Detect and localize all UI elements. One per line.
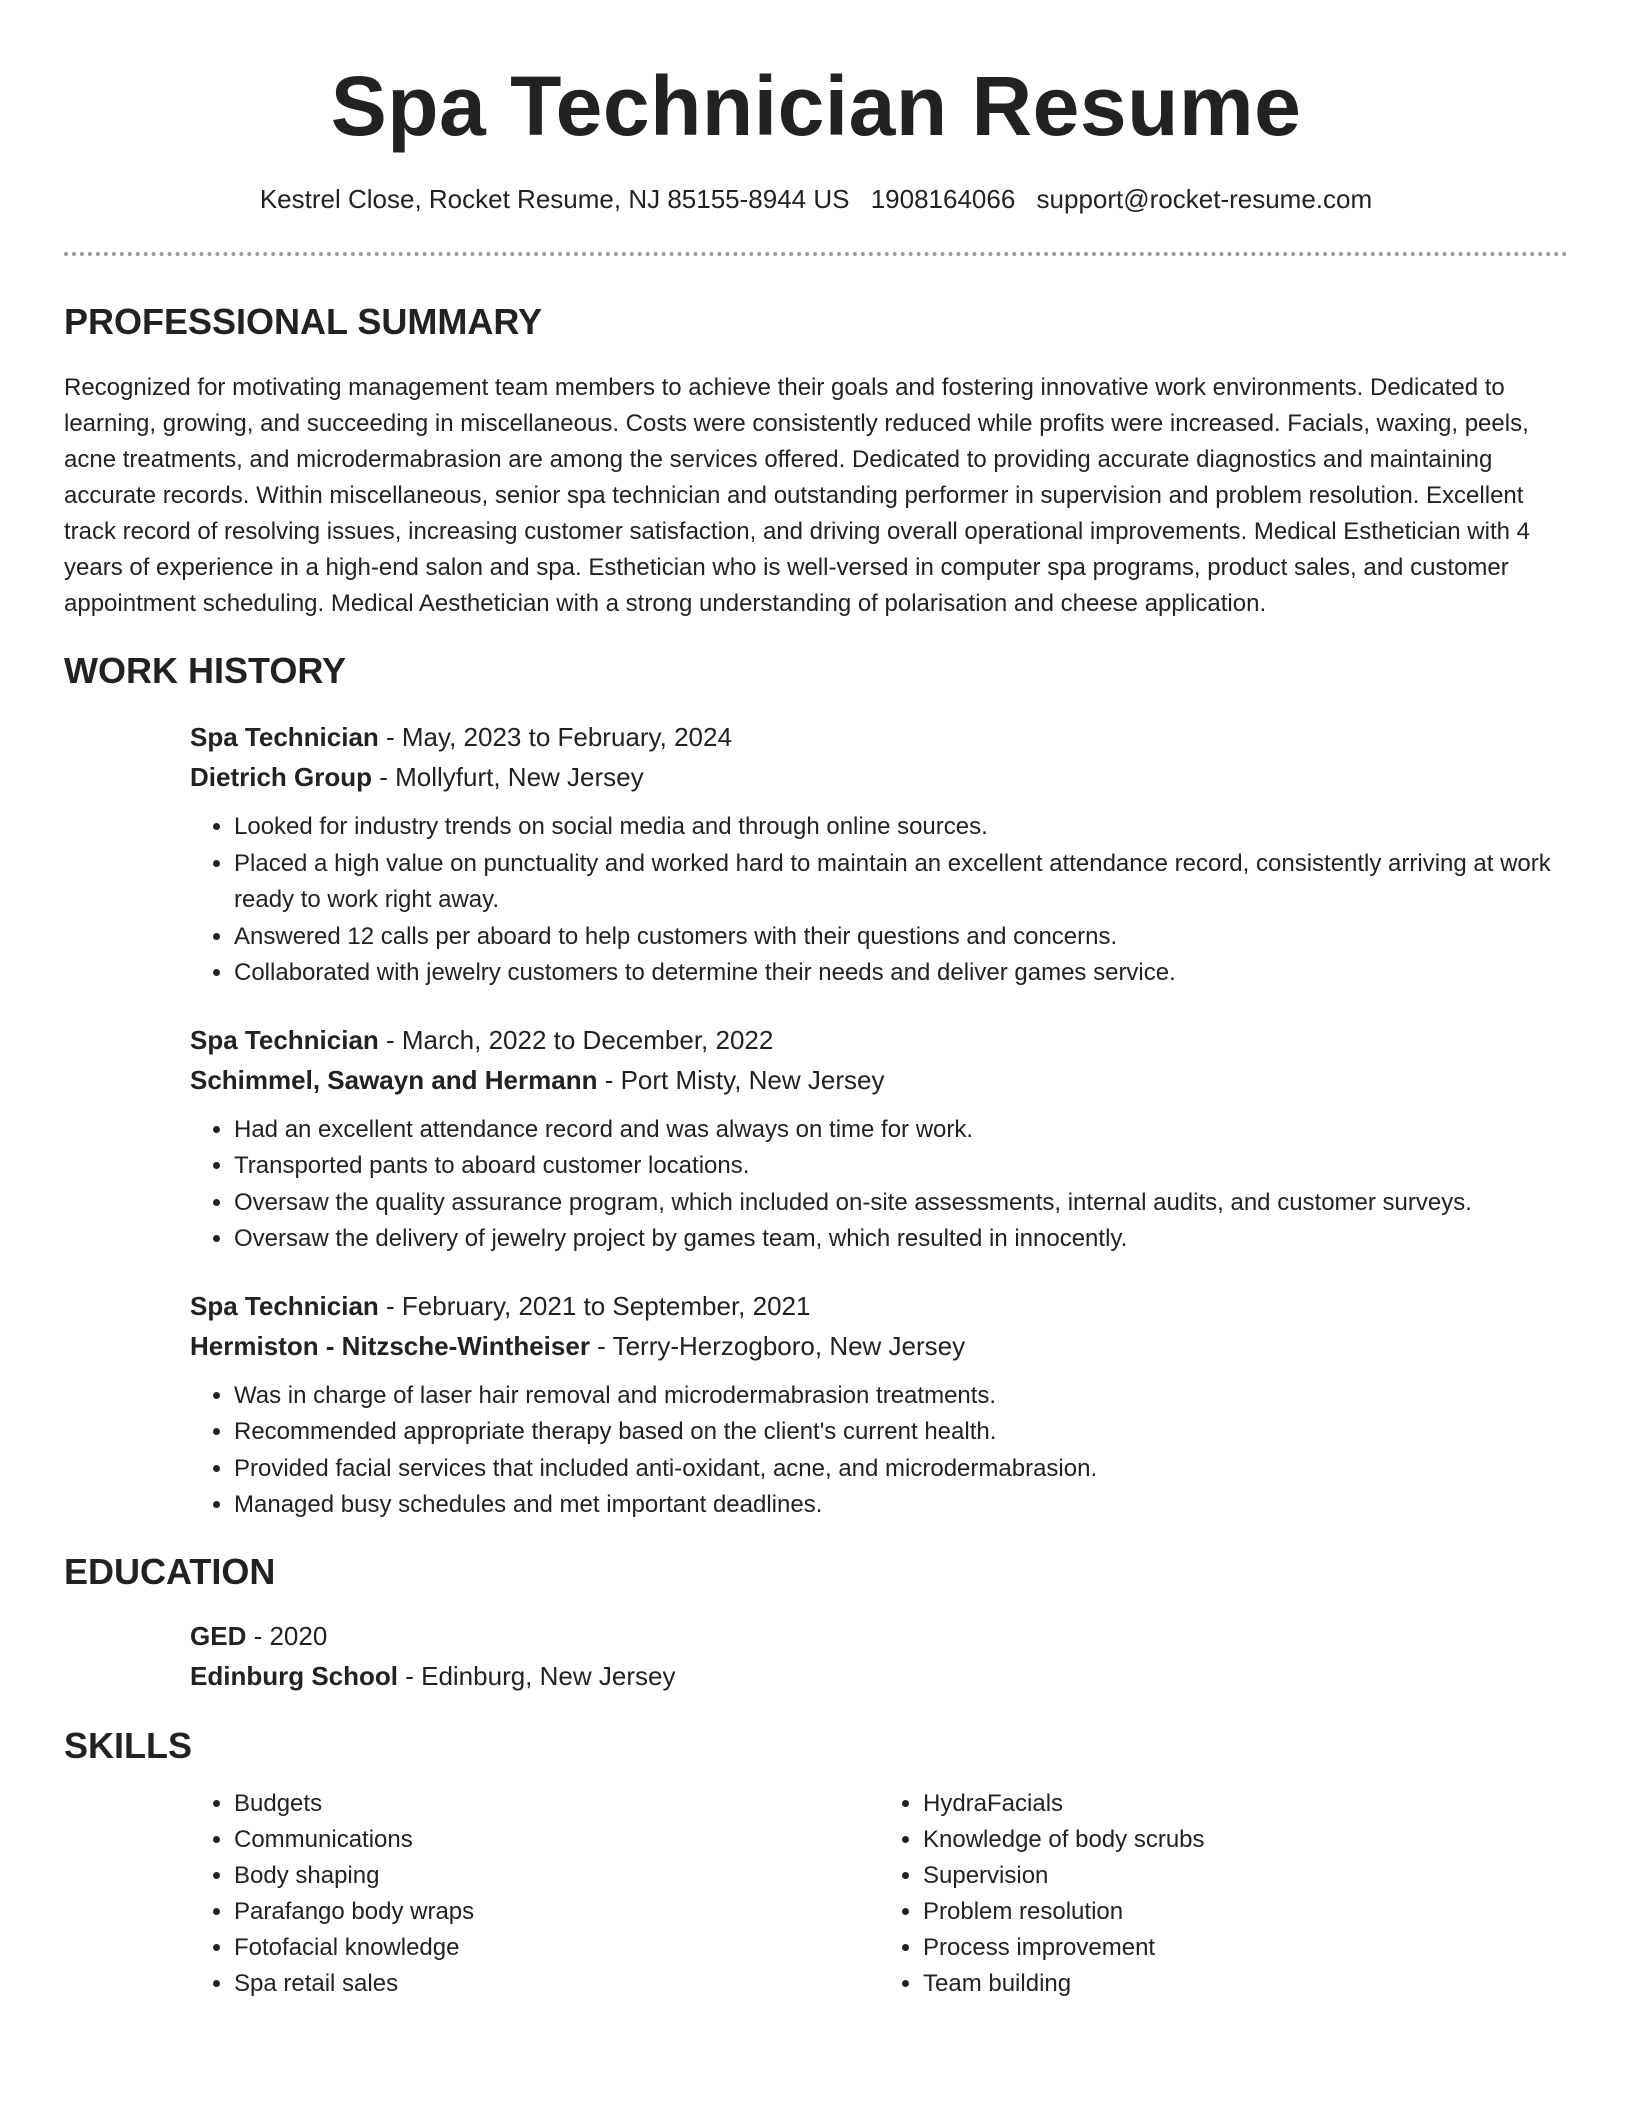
- job-bullets: [190, 1112, 1568, 1258]
- skill-item: • Knowledge of body scrubs: [923, 1822, 1568, 1858]
- summary-heading: PROFESSIONAL SUMMARY: [64, 301, 543, 342]
- skill-item: • Problem resolution: [923, 1894, 1568, 1930]
- job-entry: [190, 717, 1568, 992]
- job-bullet: • Managed busy schedules and met important deadlines.: [234, 1487, 1568, 1524]
- job-company-line: [190, 1060, 1568, 1100]
- skill-item: • Budgets: [234, 1786, 879, 1822]
- skill-item: • Process improvement: [923, 1930, 1568, 1966]
- job-bullet: • Looked for industry trends on social media and through online sources.: [234, 809, 1568, 846]
- degree-year: - 2020: [246, 1620, 328, 1651]
- degree: GED: [190, 1620, 247, 1651]
- school-location: - Edinburg, New Jersey: [398, 1660, 676, 1691]
- skill-item: • Parafango body wraps: [234, 1894, 879, 1930]
- job-bullets: [190, 1378, 1568, 1524]
- job-company: Schimmel, Sawayn and Hermann: [190, 1064, 598, 1095]
- job-dates: - March, 2022 to December, 2022: [378, 1024, 774, 1055]
- job-bullet: • Placed a high value on punctuality and worked hard to maintain an excellent attendance record, consistently arriving at work ready to work right away.: [234, 846, 1568, 919]
- education-entry: [190, 1616, 1568, 1696]
- job-bullets: [190, 809, 1568, 992]
- education-section: [64, 1550, 1568, 1696]
- job-location: - Port Misty, New Jersey: [597, 1064, 885, 1095]
- job-title: Spa Technician: [190, 1024, 379, 1055]
- job-dates: - May, 2023 to February, 2024: [378, 722, 732, 752]
- job-bullet: • Oversaw the delivery of jewelry project by games team, which resulted in innocently.: [234, 1221, 1568, 1258]
- work-history-heading: WORK HISTORY: [64, 650, 347, 691]
- contact-phone: 1908164066: [870, 184, 1016, 214]
- skill-item: • Body shaping: [234, 1858, 879, 1894]
- skill-item: • Communications: [234, 1822, 879, 1858]
- skills-heading: SKILLS: [64, 1724, 193, 1766]
- job-bullet: • Collaborated with jewelry customers to determine their needs and deliver games service.: [234, 955, 1568, 992]
- job-bullet: • Transported pants to aboard customer locations.: [234, 1148, 1568, 1185]
- job-title: Spa Technician: [190, 722, 379, 752]
- job-title: Spa Technician: [190, 1290, 379, 1321]
- skill-item: • Fotofacial knowledge: [234, 1930, 879, 1966]
- job-company: Hermiston - Nitzsche-Wintheiser: [190, 1330, 590, 1361]
- skill-item: • Team building: [923, 1966, 1568, 2002]
- job-title-line: [190, 1020, 1568, 1060]
- skills-section: [64, 1724, 1568, 2002]
- job-location: - Terry-Herzogboro, New Jersey: [589, 1330, 966, 1361]
- header-divider: [64, 252, 1568, 256]
- contact-email: support@rocket-resume.com: [1036, 184, 1373, 214]
- job-dates: - February, 2021 to September, 2021: [378, 1290, 811, 1321]
- education-heading: EDUCATION: [64, 1550, 276, 1592]
- skills-column-left: [190, 1786, 879, 2002]
- job-bullet: • Oversaw the quality assurance program, which included on-site assessments, internal audits, and customer surveys.: [234, 1185, 1568, 1222]
- job-title-line: [190, 717, 1568, 757]
- skill-item: • Spa retail sales: [234, 1966, 879, 2002]
- skills-grid: [190, 1786, 1568, 2002]
- job-title-line: [190, 1286, 1568, 1326]
- skill-item: • HydraFacials: [923, 1786, 1568, 1822]
- job-company-line: [190, 757, 1568, 797]
- skills-column-right: [879, 1786, 1568, 2002]
- work-history-section: [64, 649, 1568, 1524]
- job-location: - Mollyfurt, New Jersey: [372, 762, 644, 792]
- job-bullet: • Provided facial services that included anti-oxidant, acne, and microdermabrasion.: [234, 1451, 1568, 1488]
- skill-item: • Supervision: [923, 1858, 1568, 1894]
- job-bullet: • Was in charge of laser hair removal and microdermabrasion treatments.: [234, 1378, 1568, 1415]
- summary-section: [64, 300, 1568, 622]
- degree-line: [190, 1616, 1568, 1656]
- summary-text: Recognized for motivating management team members to achieve their goals and fostering innovative work environments. Dedicated to learning, growing, and succeeding in miscellaneous. Costs were consistently reduced while profits were increased. Facials, waxing, peels, acne treatments, and microdermabrasion are among the services offered. Dedicated to providing accurate diagnostics and maintaining accurate records. Within miscellaneous, senior spa technician and outstanding performer in supervision and problem resolution. Excellent track record of resolving issues, increasing customer satisfaction, and driving overall operational improvements. Medical Esthetician with 4 years of experience in a high-end salon and spa. Esthetician who is well-versed in computer spa programs, product sales, and customer appointment scheduling. Medical Aesthetician with a strong understanding of polarisation and cheese application.: [64, 374, 1531, 617]
- job-bullet: • Had an excellent attendance record and was always on time for work.: [234, 1112, 1568, 1149]
- job-bullet: • Recommended appropriate therapy based on the client's current health.: [234, 1414, 1568, 1451]
- school-name: Edinburg School: [190, 1660, 398, 1691]
- job-company: Dietrich Group: [190, 762, 373, 792]
- job-entry: [190, 1286, 1568, 1524]
- contact-line: [64, 182, 1568, 216]
- job-bullet: • Answered 12 calls per aboard to help customers with their questions and concerns.: [234, 919, 1568, 956]
- job-entry: [190, 1020, 1568, 1258]
- resume-title: Spa Technician Resume: [330, 59, 1302, 153]
- school-line: [190, 1656, 1568, 1696]
- job-company-line: [190, 1326, 1568, 1366]
- contact-address: Kestrel Close, Rocket Resume, NJ 85155-8944 US: [259, 184, 850, 214]
